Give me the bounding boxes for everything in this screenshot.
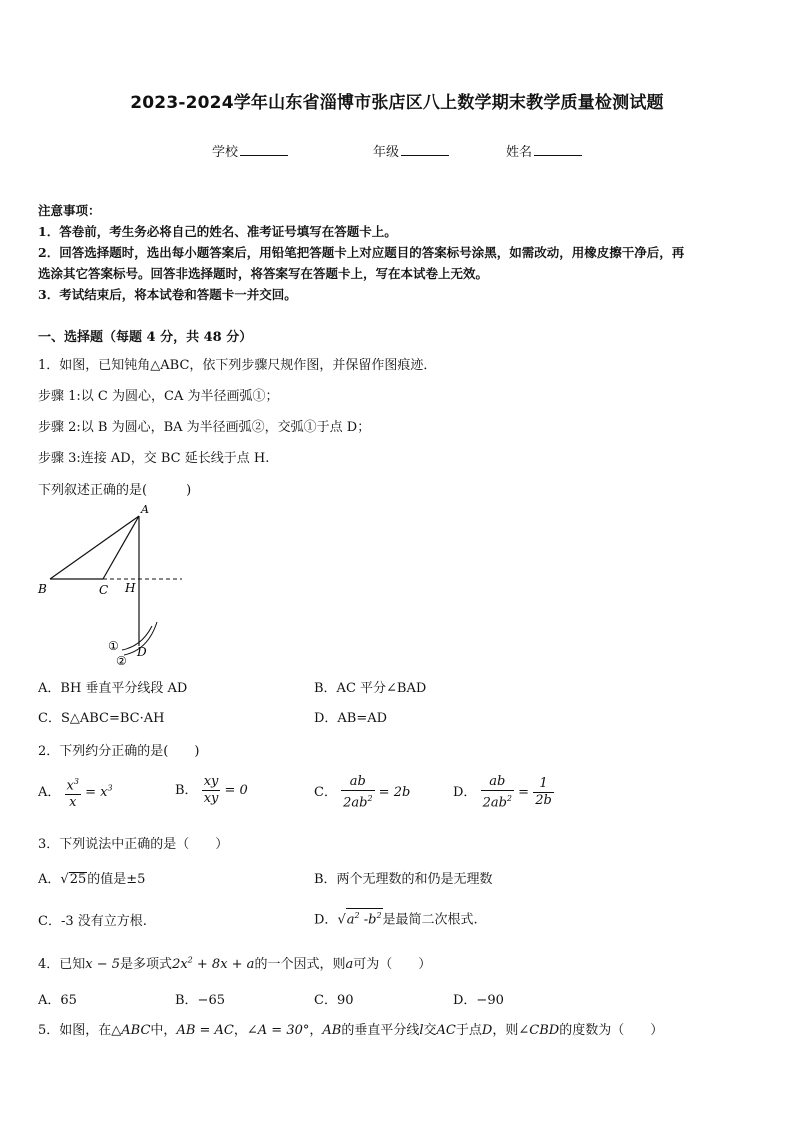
- q2-c-den-exp: 2: [367, 794, 373, 803]
- q4-expr1: x − 5: [85, 957, 121, 972]
- q3-d-rad-a: a: [346, 912, 355, 928]
- school-field: [212, 141, 288, 160]
- q2-b-rhs: = 0: [224, 783, 248, 798]
- q2-d-rhs-fraction: [533, 776, 554, 809]
- label-h: H: [125, 581, 136, 595]
- q2-option-d: [453, 774, 554, 811]
- q3-option-a: [38, 868, 145, 887]
- q2-option-c: [314, 774, 410, 811]
- q5-m7: D: [481, 1023, 493, 1038]
- q1-step1: 步骤 1:以 C 为圆心，CA 为半径画弧①；: [38, 389, 279, 404]
- q4-expr2-a: 2x: [172, 957, 188, 972]
- line-ca: [103, 516, 139, 579]
- q2-c-den: 2ab: [343, 795, 368, 811]
- q5-m1: △ABC: [111, 1023, 151, 1038]
- grade-field: [373, 141, 449, 160]
- q5-m6: AC: [436, 1023, 456, 1038]
- q2-d-rhs-den: 2b: [535, 793, 552, 809]
- q2-a-den: x: [69, 795, 77, 811]
- q1-option-d: D．AB=AD: [314, 711, 388, 726]
- q2-c-fraction: [341, 774, 374, 811]
- q3-d-rad-b: -b: [359, 912, 377, 928]
- q3-option-d: [314, 908, 478, 927]
- q3-stem: 3．下列说法中正确的是（ ）: [38, 837, 229, 852]
- q5-p7: 于点: [455, 1023, 482, 1038]
- page-title: 2023-2024学年山东省淄博市张店区八上数学期末教学质量检测试题: [130, 93, 664, 113]
- q5-m4: AB: [322, 1023, 342, 1038]
- note-item-2: 2．回答选择题时，选出每小题答案后，用铅笔把答题卡上对应题目的答案标号涂黑，如需改动，用橡皮擦干净后，再: [38, 245, 685, 260]
- q1-option-a: A．BH 垂直平分线段 AD: [38, 681, 188, 696]
- note-item-2-cont: 选涂其它答案标号。回答非选择题时，将答案写在答题卡上，写在本试卷上无效。: [38, 266, 489, 281]
- q1-option-c: C．S△ABC=BC·AH: [38, 711, 165, 726]
- q2-a-num: x: [66, 778, 74, 794]
- q5-m8: ∠CBD: [518, 1023, 560, 1038]
- q2-b-num: xy: [203, 774, 219, 789]
- q3-d-text: 是最简二次根式.: [382, 912, 478, 928]
- q2-a-num-exp: 3: [73, 777, 79, 786]
- q2-b-fraction: [202, 774, 221, 807]
- sqrt-icon: √: [337, 912, 346, 928]
- q2-a-rhs: [85, 785, 112, 800]
- q5-p5: 的垂直平分线: [341, 1023, 420, 1038]
- q5-p8: ，则: [492, 1023, 519, 1038]
- notes-heading: 注意事项：: [38, 203, 101, 218]
- name-field: [506, 141, 582, 160]
- label-arc2: ②: [116, 654, 127, 668]
- section-heading: 一、选择题（每题 4 分，共 48 分）: [38, 330, 253, 345]
- q4-stem-d: 可为（ ）: [353, 957, 432, 972]
- q5-m2: AB = AC: [176, 1023, 234, 1038]
- q1-step2: 步骤 2:以 B 为圆心，BA 为半径画弧②，交弧①于点 D；: [38, 420, 371, 435]
- q4-stem-c: 的一个因式，则: [254, 957, 346, 972]
- q3-a-radicand: 25: [69, 872, 87, 887]
- label-arc1: ①: [108, 639, 119, 653]
- q1-step3: 步骤 3:连接 AD，交 BC 延长线于点 H.: [38, 451, 270, 466]
- q2-d-fraction: [481, 774, 514, 811]
- q2-option-b: [175, 774, 248, 807]
- name-label: 姓名: [506, 145, 533, 160]
- q4-option-b: B．−65: [175, 993, 225, 1008]
- grade-label: 年级: [373, 145, 400, 160]
- q5-p6: 交: [423, 1023, 437, 1038]
- name-blank: [534, 144, 582, 156]
- label-d: D: [137, 645, 147, 659]
- note-item-3: 3．考试结束后，将本试卷和答题卡一并交回。: [38, 287, 297, 302]
- q5-p2: 中，: [150, 1023, 177, 1038]
- q5-m3: ∠A = 30°: [246, 1023, 310, 1038]
- q1-figure: [30, 500, 200, 672]
- q2-d-rhs-num: 1: [533, 776, 554, 793]
- q1-ask: 下列叙述正确的是( ): [38, 483, 192, 498]
- q2-d-label: D．: [453, 785, 477, 801]
- q2-a-fraction: [65, 774, 81, 811]
- q2-a-rhs-text: = x: [85, 785, 108, 801]
- q2-c-rhs: = 2b: [378, 785, 411, 801]
- q2-d-num: ab: [481, 774, 514, 791]
- sqrt-icon: √: [60, 872, 69, 887]
- q5-m5: l: [419, 1023, 424, 1038]
- q5-p9: 的度数为（ ）: [559, 1023, 664, 1038]
- q2-option-a: [38, 774, 113, 811]
- grade-blank: [401, 144, 449, 156]
- q5-p1: 5．如图，在: [38, 1023, 112, 1038]
- q1-stem: 1．如图，已知钝角△ABC，依下列步骤尺规作图，并保留作图痕迹．: [38, 358, 437, 373]
- q4-expr2-b: + 8x + a: [192, 957, 255, 972]
- q4-expr2-exp: 2: [187, 955, 193, 965]
- label-c: C: [99, 583, 109, 597]
- school-label: 学校: [212, 145, 239, 160]
- q4-expr2: [172, 957, 254, 972]
- q2-c-num: ab: [341, 774, 374, 791]
- q3-option-b: B．两个无理数的和仍是无理数: [314, 872, 493, 887]
- q2-a-label: A．: [38, 785, 61, 801]
- school-blank: [240, 144, 288, 156]
- q4-stem: [38, 953, 431, 972]
- q4-option-c: C．90: [314, 993, 354, 1008]
- q3-d-label: D．: [314, 912, 338, 928]
- line-ba: [50, 516, 139, 579]
- q2-d-equals: =: [518, 785, 530, 801]
- q2-b-den: xy: [203, 791, 219, 806]
- note-item-1: 1．答卷前，考生务必将自己的姓名、准考证号填写在答题卡上。: [38, 224, 397, 239]
- q3-a-text: 的值是±5: [87, 872, 146, 887]
- label-a: A: [141, 503, 149, 516]
- q4-stem-a: 4．已知: [38, 957, 86, 972]
- q3-a-label: A．: [38, 872, 61, 887]
- q5-stem: [38, 1019, 663, 1038]
- q2-c-label: C．: [314, 785, 337, 801]
- q1-option-b: B．AC 平分∠BAD: [314, 681, 427, 696]
- q4-option-d: D．−90: [453, 993, 504, 1008]
- q4-stem-b: 是多项式: [120, 957, 173, 972]
- label-b: B: [38, 582, 47, 596]
- q5-p3: ，: [233, 1023, 247, 1038]
- q3-d-rad-exp2: 2: [376, 911, 382, 920]
- q4-var: a: [345, 957, 354, 972]
- q2-stem: 2．下列约分正确的是( ): [38, 744, 200, 759]
- q3-option-c: C．-3 没有立方根.: [38, 914, 147, 929]
- q5-p4: ，: [309, 1023, 323, 1038]
- q2-d-den: 2ab: [482, 795, 507, 811]
- q4-option-a: A．65: [38, 993, 77, 1008]
- q2-d-den-exp: 2: [506, 794, 513, 803]
- q3-d-rad-exp1: 2: [354, 911, 360, 920]
- q2-a-rhs-exp: 3: [107, 783, 113, 793]
- q2-b-label: B．: [175, 783, 198, 798]
- q3-d-radicand: [346, 908, 383, 927]
